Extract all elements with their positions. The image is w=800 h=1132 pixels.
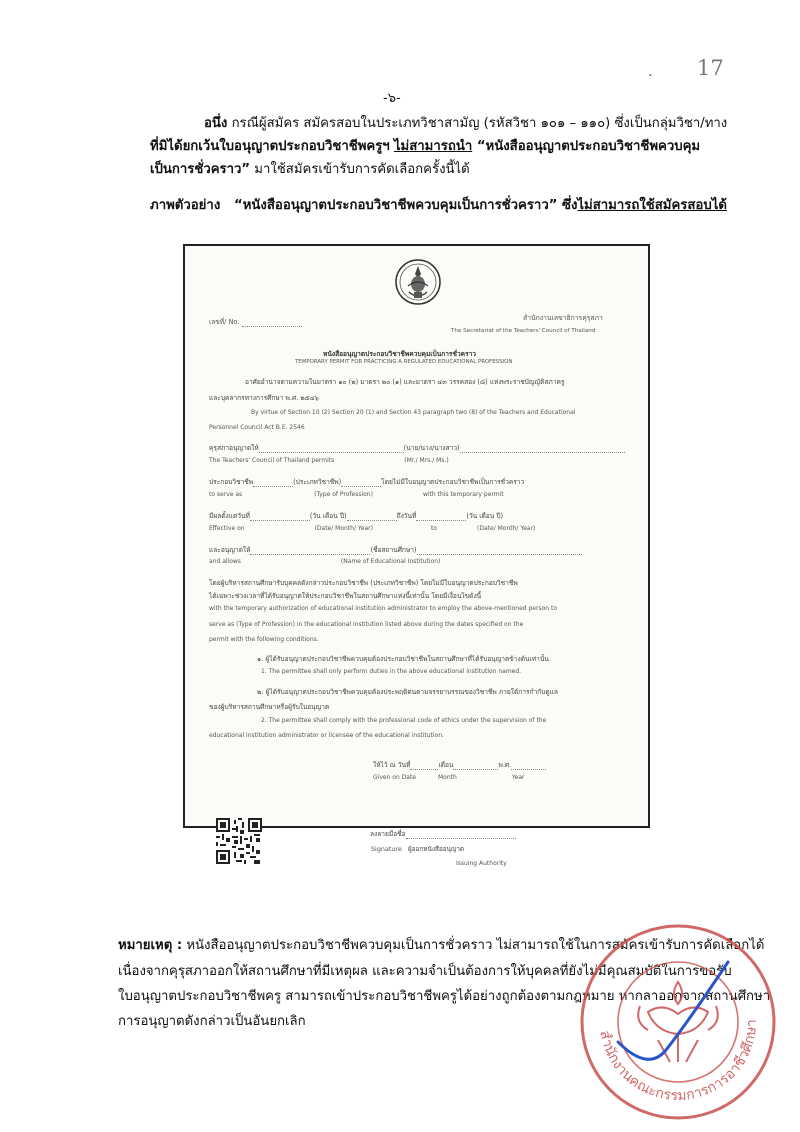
example-heading [150, 194, 727, 217]
cert-year-line [511, 769, 546, 770]
cert-title-en: TEMPORARY PERMIT FOR PRACTICING A REGULATED EDUCATIONAL PROFESSION [295, 359, 513, 365]
note-text-1: หนังสืออนุญาตประกอบวิชาชีพควบคุมเป็นการชั่วคราว ไม่สามารถใช้ในการสมัครเข้ารับการคัดเลือกได้ [182, 938, 765, 953]
cert-allow-line [250, 554, 370, 555]
cert-effective-en: Effective on [209, 525, 245, 532]
cert-issuer-th: สำนักงานเลขาธิการคุรุสภา [523, 314, 603, 322]
intro-line-1 [204, 112, 727, 135]
cert-given-th: ให้ไว้ ณ วันที่ [373, 761, 411, 769]
cert-cond1-th: ๑. ผู้ได้รับอนุญาตประกอบวิชาชีพควบคุมต้องประกอบวิชาชีพในสถานศึกษาที่ได้รับอนุญาตข้างต้นเท่านั้น [257, 655, 549, 663]
cert-cond1-en: 1. The permittee shall only perform duties in the above educational institution named. [261, 668, 522, 675]
cert-issuer-en: The Secretariat of the Teachers' Council of Thailand [451, 328, 596, 334]
intro-line-3 [150, 158, 470, 181]
cert-inst-th: (ชื่อสถานศึกษา) [370, 546, 417, 554]
qr-code-icon [216, 818, 262, 864]
cert-date-th: (วัน เดือน ปี) [309, 512, 347, 520]
cert-given-en: Given on Date [373, 774, 416, 781]
note-line-2: เนื่องจากคุรุสภาออกให้สถานศึกษาที่มีเหตุผล และความจำเป็นต้องการให้บุคคลที่ยังไม่มีคุณสมบัติในการขอรับ [118, 964, 732, 979]
cert-month-line [453, 769, 498, 770]
cert-inst-en: (Name of Educational Institution) [340, 558, 441, 565]
cert-permits-title-th: (นาย/นาง/นางสาว) [403, 444, 460, 452]
example-underline: ไม่สามารถใช้สมัครสอบได้ [577, 198, 727, 213]
office-seal-stamp-icon [578, 922, 778, 1122]
example-mid: ซึ่ง [557, 198, 578, 213]
temporary-permit-certificate [183, 244, 650, 828]
cert-sign-line [406, 838, 516, 839]
cert-serve-note-th: โดยไม่มีใบอนุญาตประกอบวิชาชีพเป็นการชั่วคราว [381, 478, 525, 486]
cert-sign-en: Signature [371, 845, 402, 853]
cert-body-en-2: serve as (Type of Profession) in the educational institution listed above during the dates specified on the [209, 621, 524, 628]
note-line-4: การอนุญาตดังกล่าวเป็นอันยกเลิก [118, 1014, 306, 1029]
cert-month-th: เดือน [438, 761, 454, 769]
intro-line-1-rest: กรณีผู้สมัคร สมัครสอบในประเภทวิชาสามัญ (รหัสวิชา ๑๐๑ – ๑๑๐) ซึ่งเป็นกลุ่มวิชา/ทาง [227, 116, 728, 131]
example-quote: “หนังสืออนุญาตประกอบวิชาชีพควบคุมเป็นการชั่วคราว” [234, 198, 558, 213]
cert-effective-th: มีผลตั้งแต่วันที่ [209, 512, 250, 520]
cert-cond2-th-2: ของผู้บริหารสถานศึกษาหรือผู้รับใบอนุญาต [209, 703, 330, 711]
cert-serve-type-th: (ประเภทวิชาชีพ) [293, 478, 342, 486]
cert-allow-en: and allows [209, 558, 241, 565]
page-label: -๖- [383, 91, 401, 106]
cert-law-th-2: และบุคลากรทางการศึกษา พ.ศ. ๒๕๔๖ [209, 394, 319, 402]
example-label: ภาพตัวอย่าง [150, 198, 221, 213]
cert-no-line [242, 326, 302, 327]
cert-month-en: Month [438, 774, 457, 781]
cert-title-th: หนังสืออนุญาตประกอบวิชาชีพควบคุมเป็นการชั่วคราว [323, 350, 477, 358]
cert-given-line [410, 769, 438, 770]
cert-date-en: (Date/ Month/ Year) [314, 525, 373, 532]
cert-serve-line-2 [341, 486, 381, 487]
cert-to-th: ถึงวันที่ [396, 512, 417, 520]
cert-effective-line-2 [347, 520, 397, 521]
seal-text: สำนักงานคณะกรรมการการอาชีวศึกษา [596, 1019, 761, 1105]
cert-permits-title-en: (Mr./ Mrs./ Ms.) [404, 457, 449, 464]
cert-cond2-en-1: 2. The permittee shall comply with the professional code of ethics under the supervision of the [261, 717, 547, 724]
cert-law-en-1: By virtue of Section 10 (2) Section 20 (1) and Section 43 paragraph two (8) of the Teachers and Educational [251, 409, 576, 416]
intro-line-1-bold: อนึ่ง [204, 116, 228, 131]
cert-date-th-2: (วัน เดือน ปี) [466, 512, 504, 520]
cert-effective-line [250, 520, 310, 521]
cert-year-en: Year [511, 774, 525, 781]
cert-serve-th: ประกอบวิชาชีพ [209, 478, 254, 486]
note-line-3: ใบอนุญาตประกอบวิชาชีพครู สามารถเข้าประกอบวิชาชีพครูได้อย่างถูกต้องตามกฎหมาย หากลาออกจากสถานศึกษา [118, 989, 771, 1004]
intro-line-2-bold: ที่มิได้ยกเว้นใบอนุญาตประกอบวิชาชีพครูฯ [150, 139, 390, 154]
teachers-council-emblem-icon [394, 256, 442, 308]
cert-authority-th: ผู้ออกหนังสืออนุญาต [407, 845, 465, 853]
intro-line-2-underline: ไม่สามารถนำ [393, 139, 473, 154]
cert-cond2-th-1: ๒. ผู้ได้รับอนุญาตประกอบวิชาชีพควบคุมต้องประพฤติตนตามจรรยาบรรณของวิชาชีพ ภายใต้การกำกับดูแล [257, 688, 558, 696]
intro-line-3-rest: มาใช้สมัครเข้ารับการคัดเลือกครั้งนี้ได้ [250, 162, 470, 177]
cert-serve-note-en: with this temporary permit [422, 491, 504, 498]
cert-permits-th: คุรุสภาอนุญาตให้ [209, 444, 259, 452]
intro-line-3-bold: เป็นการชั่วคราว” [150, 162, 251, 177]
cert-permits-en: The Teachers' Council of Thailand permits [209, 457, 335, 464]
cert-law-th-1: อาศัยอำนาจตามความในมาตรา ๑๐ (๒) มาตรา ๒๐ (๑) และมาตรา ๔๓ วรรคสอง (๘) แห่งพระราชบัญญัติสภาครู [245, 378, 565, 386]
cert-serve-type-en: (Type of Profession) [314, 491, 373, 498]
cert-body-th-1: โดยผู้บริหารสถานศึกษารับบุคคลดังกล่าวประกอบวิชาชีพ (ประเภทวิชาชีพ) โดยไม่มีใบอนุญาตประกอบวิชาชีพ [209, 579, 518, 587]
cert-no-label: เลขที่/ No. [209, 318, 240, 326]
page-number: 17 [697, 56, 724, 80]
cert-date-en-2: (Date/ Month/ Year) [476, 525, 536, 532]
cert-law-en-2: Personnel Council Act B.E. 2546 [209, 424, 305, 431]
cert-allow-th: และอนุญาตให้ [209, 546, 251, 554]
cert-body-en-3: permit with the following conditions. [209, 636, 319, 643]
cert-year-th: พ.ศ. [498, 761, 512, 769]
note-label: หมายเหตุ : [118, 938, 183, 953]
cert-body-en-1: with the temporary authorization of educational institution administrator to employ the above-mentioned person to [209, 605, 557, 612]
cert-permits-line-2 [460, 452, 625, 453]
cert-to-en: to [430, 525, 437, 532]
intro-line-2 [150, 135, 700, 158]
page-dot: . [648, 64, 653, 80]
cert-body-th-2: ได้เฉพาะช่วงเวลาที่ได้รับอนุญาตให้ประกอบวิชาชีพในสถานศึกษาแห่งนี้เท่านั้น โดยมีเงื่อนไขดังนี้ [209, 592, 482, 600]
cert-permits-line [259, 452, 404, 453]
intro-line-2-quote: “หนังสืออนุญาตประกอบวิชาชีพควบคุม [472, 139, 701, 154]
cert-cond2-en-2: educational institution administrator or licensee of the educational institution. [209, 732, 444, 739]
cert-allow-line-2 [417, 554, 582, 555]
cert-to-line [416, 520, 466, 521]
cert-serve-line [253, 486, 293, 487]
cert-serve-en: to serve as [209, 491, 243, 498]
cert-authority-en: Issuing Authority [456, 860, 507, 867]
cert-sign-th: ลงลายมือชื่อ [370, 830, 406, 838]
